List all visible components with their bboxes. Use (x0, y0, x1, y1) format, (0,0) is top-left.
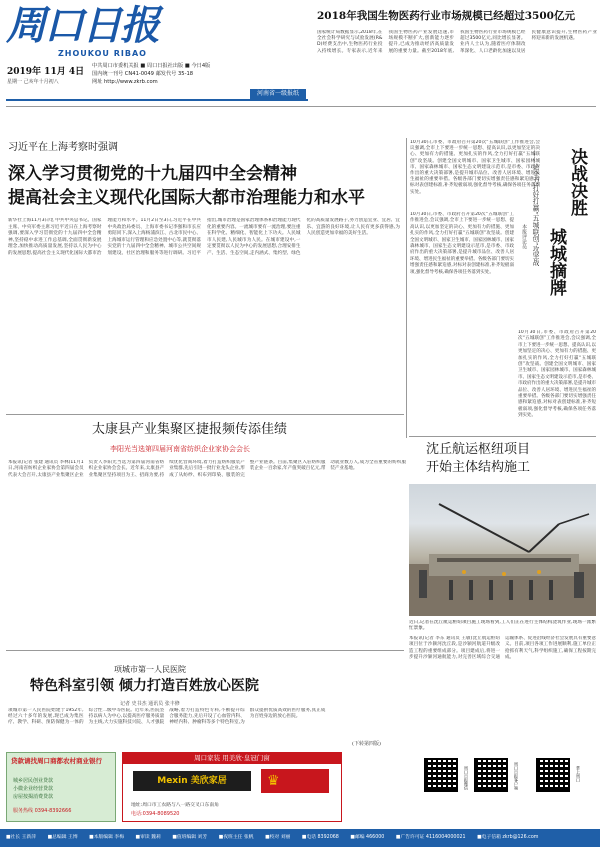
hospital-byline: 记者 史书杰 通讯员 张丰修 (120, 701, 180, 707)
loan-title: 贷款请找周口商都农村商业银行 (11, 757, 102, 765)
commentary-body-cont: 10月30日,市委、市政府召开第20次“五城联创”工作推进会,会议强调,全市上下要进一步统一思想、提高认识,以更加坚定的决心、更加有力的措施、更加扎实的作风,全力打好打赢“五城联创”攻坚战。创建全国文明城市、国家卫生城市、国家园林城市、国家森林城市、国家生态文明建设示范市,是市委、市政府作出的重大决策部署,是提升城市品位、改善人居环境、增进民生福祉的重要举措。各级各部门要切实增强责任感和紧迫感,对标对表创建标准,补齐短板弱项,强化督导考核,确保各项任务落到实处。 (518, 330, 596, 419)
feature-top-rule (409, 436, 596, 437)
masthead-latin: ZHOUKOU RIBAO (58, 49, 147, 58)
footer-item: ■值班编辑 刘芳 (172, 835, 208, 840)
qr-label-3: 掌上周口 (576, 766, 581, 782)
mall-brand: Mexin 美欣家居 (133, 771, 251, 791)
masthead-rule (6, 99, 308, 101)
mall-ad[interactable] (122, 752, 342, 822)
hospital-kicker: 项城市第一人民医院 (114, 665, 186, 674)
feature-body: 本报讯(记者 李东 通讯员 王敏)沈丘航运枢纽项目位于沙颍河沈丘段,是沙颍河航道升级改造工程的重要组成部分。项目建成后,将进一步提升沙颍河通航能力,对完善区域综合交通运输体系、促进沿线经济社会发展具有重要意义。目前,项目各项工作进展顺利,施工单位正抢抓有利天气,科学组织施工,确保工程按期完成。 (409, 636, 596, 660)
footer-item: ■总编辑 王博 (47, 835, 78, 840)
lead-headline-1[interactable]: 深入学习贯彻党的十九届四中全会精神 (8, 164, 297, 184)
masthead-info-1: 中共周口市委机关报 (92, 63, 139, 69)
qr-label-2: 周口日报客户端 (514, 762, 519, 790)
bank-loan-ad[interactable] (6, 752, 116, 822)
commentary-divider (406, 138, 407, 438)
footer-item: ■广告许可证 4116004000021 (395, 835, 466, 840)
mall-slogan: 周口家装 用美欣·皇冠门窗 (123, 753, 341, 764)
lead-body: 新华社上海11月3日电 中共中央总书记、国家主席、中央军委主席习近平近日在上海考察时强调,要深入学习贯彻党的十九届四中全会精神,坚持稳中求进工作总基调,全面贯彻新发展理念,加快推动高质量发展,坚持以人民为中心的发展思想,提高社会主义现代化国际大都市治理能力和水平。11月2日至3日,习近平在中共中央政治局委员、上海市委书记李强和市长应勇陪同下,深入上海杨浦滨江、古北市民中心、上海城市运行管理和应急处置中心等,就贯彻落实党的十九届四中全会精神、城市公共空间规划建设、社区治理和服务等进行调研。习近平指出,城市治理是国家治理体系和治理能力现代化的重要内容。一流城市要有一流治理,要注重在科学化、精细化、智能化上下功夫。人民城市人民建,人民城市为人民。在城市建设中,一定要贯彻以人民为中心的发展思想,合理安排生产、生活、生态空间,走内涵式、集约型、绿色化的高质量发展路子,努力创造宜业、宜居、宜乐、宜游的良好环境,让人民有更多获得感,为人民创造更加幸福的美好生活。 (8, 218, 400, 256)
footer-items (6, 829, 598, 847)
loan-line-1: 城乡居民创业贷款 (13, 778, 54, 784)
county-headline[interactable]: 太康县产业集聚区捷报频传添佳绩 (92, 422, 288, 437)
divider-1 (6, 106, 596, 107)
loan-phone: 服务热线 0394-8392666 (13, 808, 72, 814)
feature-headline-2[interactable]: 开始主体结构施工 (426, 460, 531, 475)
footer-bar (0, 829, 600, 847)
loan-line-3: 房屋按揭消费贷款 (13, 794, 54, 800)
hospital-more[interactable]: (下转第四版) (352, 741, 381, 747)
loan-line-2: 小微企业经营贷款 (13, 786, 54, 792)
commentary-headline-2[interactable]: 城城摘牌 (546, 228, 566, 296)
county-body: 本报讯(记者 张建 通讯员 李林)11月1日,河南省纺织企业家协会第四届会员代表大会召开,太康县产业集聚区企业负责人李阳光当选为第四届河南省纺织企业家协会会长。近年来,太康县产业集聚区坚持项目为王、招商为要,持续优化营商环境,着力打造纺织服装产业集群,先后引进一批行业龙头企业,形成了从纺纱、织布到印染、服装的完整产业链条。目前,集聚区入驻纺织服装企业一百余家,年产值突破百亿元,带动就业数万人,成为全省重要的纺织服装产业基地。 (8, 460, 406, 478)
divider-2 (6, 414, 404, 415)
footer-item: ■社长 王新萍 (6, 835, 37, 840)
footer-item: ■邮编 466000 (350, 835, 385, 840)
feature-headline-1[interactable]: 沈丘航运枢纽项目 (426, 442, 531, 457)
masthead-title: 周口日报 (6, 2, 158, 49)
divider-3 (6, 650, 404, 651)
issue-date: 2019年 11月 4日 (7, 67, 85, 77)
commentary-subhead: ——论全力打好打赢“五城联创”攻坚战 (531, 150, 539, 266)
province-tag-label: 河南省一级报纸 (256, 90, 299, 97)
masthead-info-3: 今日4版 (191, 63, 211, 69)
commentary-intro: 10月30日,市委、市政府召开第20次“五城联创”工作推进会,会议强调,全市上下要进一步统一思想、提高认识,以更加坚定的决心、更加有力的措施、更加扎实的作风,全力打好打赢“五城联创”攻坚战。创建全国文明城市、国家卫生城市、国家园林城市、国家森林城市、国家生态文明建设示范市,是市委、市政府作出的重大决策部署,是提升城市品位、改善人居环境、增进民生福祉的重要举措。各级各部门要切实增强责任感和紧迫感,对标对表创建标准,补齐短板弱项,强化督导考核,确保各项任务落到实处。 (410, 140, 540, 195)
mall-phone: 电话:0394-8089520 (131, 811, 180, 817)
masthead-info-2: 周口日报社出版 (146, 63, 184, 69)
county-subhead: 李阳光当选第四届河南省纺织企业家协会会长 (110, 445, 250, 453)
footer-item: ■电话 8392068 (301, 835, 339, 840)
hospital-headline[interactable]: 特色科室引领 倾力打造百姓放心医院 (30, 678, 259, 694)
lead-headline-2[interactable]: 提高社会主义现代化国际大都市治理能力和水平 (8, 188, 365, 208)
crown-icon: ♛ (267, 773, 280, 789)
qr-label-1: 周口日报微信 (464, 766, 469, 790)
issue-weekday: 星期一 己亥年十月初八 (7, 79, 59, 85)
masthead-info-5: 网址 http://www.zkrb.com (92, 79, 158, 85)
qr-code-1[interactable] (424, 758, 458, 792)
masthead-info: 中共周口市委机关报 ■ 周口日报社出版 ■ 今日4版 国内统一刊号 CN41-0049 邮发代号 35-18 网址 http://www.zkrb.com (92, 63, 211, 85)
feature-caption: 近日,记者在沈丘航运枢纽项目施工现场看到,工人们正在进行主体结构浇筑作业,现场一派繁忙景象。 (409, 620, 596, 632)
construction-scene (409, 484, 596, 616)
commentary-body: 10月30日,市委、市政府召开第20次“五城联创”工作推进会,会议强调,全市上下要进一步统一思想、提高认识,以更加坚定的决心、更加有力的措施、更加扎实的作风,全力打好打赢“五城联创”攻坚战。创建全国文明城市、国家卫生城市、国家园林城市、国家森林城市、国家生态文明建设示范市,是市委、市政府作出的重大决策部署,是提升城市品位、改善人居环境、增进民生福祉的重要举措。各级各部门要切实增强责任感和紧迫感,对标对表创建标准,补齐短板弱项,强化督导考核,确保各项任务落到实处。 (410, 212, 514, 275)
mall-address: 地址:周口市工农路与八一路交叉口东南角 (131, 803, 219, 808)
commentary-byline: 本报评论员 (521, 224, 527, 249)
footer-item: ■校对 刘丽 (265, 835, 291, 840)
top-story-headline[interactable]: 2018年我国生物医药行业市场规模已经超过3500亿元 (317, 10, 575, 22)
footer-item: ■夜班主任 张帆 (218, 835, 254, 840)
top-story-body: 国家统计局数据显示,2018年,在全社会科学研究与试验发展(R&D)经费支出中,生物医药行业投入持续增长。专家表示,近年来我国生物医药产业发展迅速,市场规模不断扩大,创新能力逐步提升,已成为推动经济高质量发展的重要力量。截至2018年底,我国生物医药行业市场规模已经超过3500亿元,同比增长显著。业内人士认为,随着医疗体制改革深化、人口老龄化加速以及居民健康意识提升,生物医药产业将迎来新的发展机遇。 (317, 30, 597, 54)
masthead-info-4: 国内统一刊号 CN41-0049 邮发代号 35-18 (92, 71, 194, 77)
footer-item: ■审读 魏莉 (135, 835, 161, 840)
footer-item: ■电子信箱 zkrb@126.com (477, 835, 539, 840)
construction-photo (409, 484, 596, 616)
province-tag (250, 89, 306, 99)
commentary-headline-1[interactable]: 决战决胜 (567, 148, 587, 216)
qr-code-2[interactable] (474, 758, 508, 792)
hospital-body: 项城市第一人民医院始建于1952年,经过六十多年的发展,现已成为集医疗、教学、科研、预防保健为一体的综合性二级甲等医院。近年来,医院坚持以病人为中心,以提高医疗服务质量为主线,大力实施科技兴院、人才强院战略,着力打造特色专科,不断提升综合服务能力,先后开设了心血管内科、神经内科、肿瘤科等多个特色科室,为群众提供优质高效的医疗服务,真正成为百姓身边的放心医院。 (8, 708, 326, 726)
qr-code-3[interactable] (536, 758, 570, 792)
footer-item: ■本版编辑 李梅 (89, 835, 124, 840)
lead-kicker: 习近平在上海考察时强调 (8, 142, 118, 153)
crown-door-badge (261, 769, 329, 793)
